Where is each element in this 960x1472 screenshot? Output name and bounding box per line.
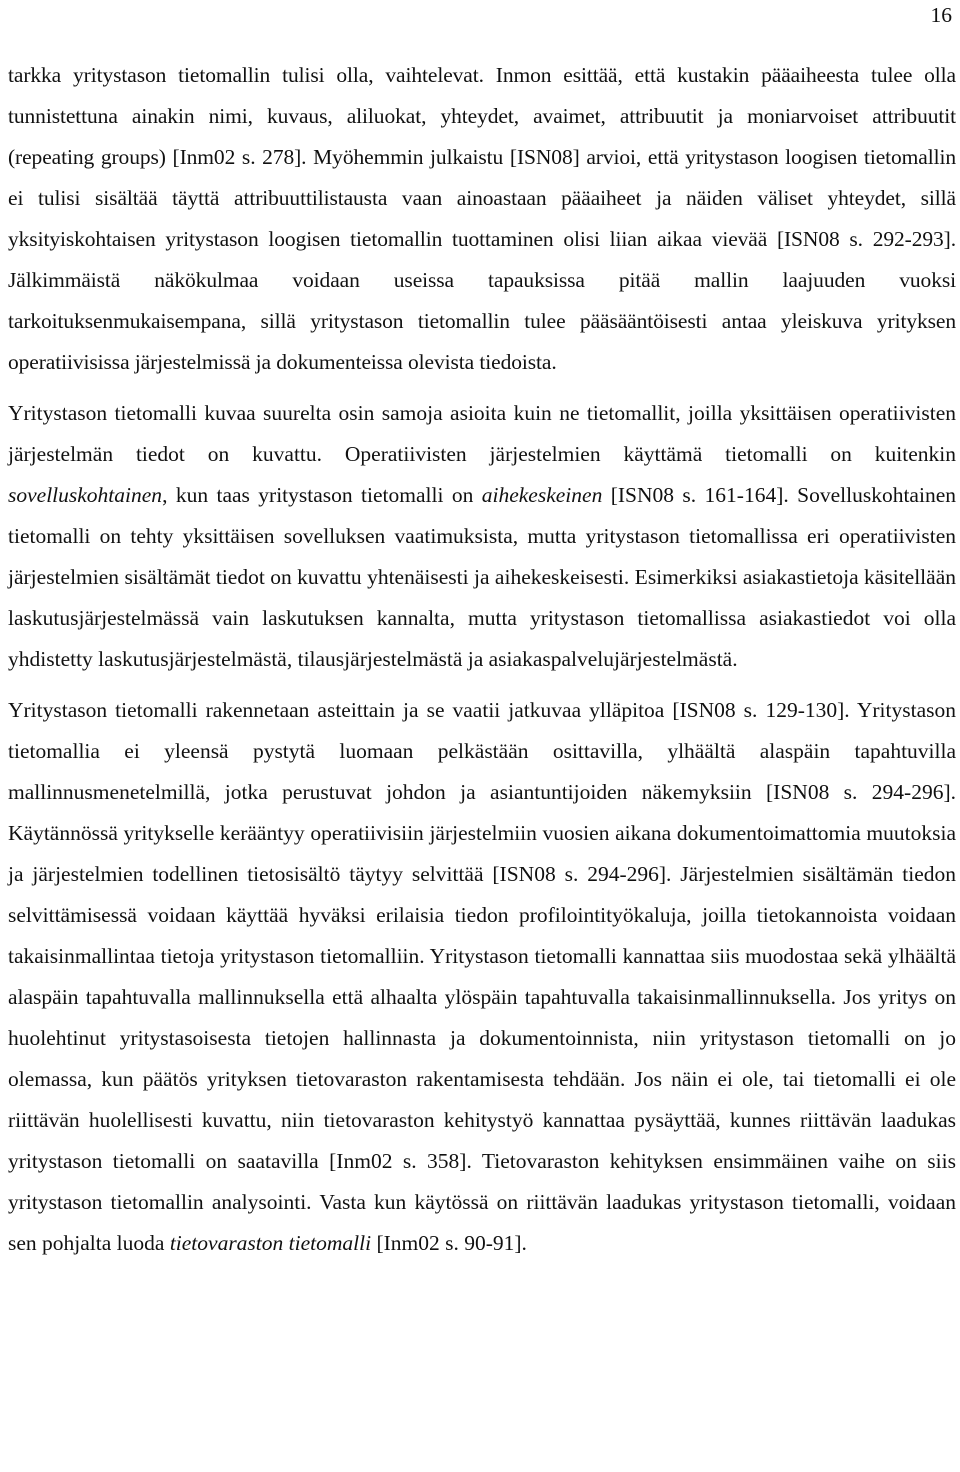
paragraph-3-emphasis-tietovaraston-tietomalli: tietovaraston tietomalli — [169, 1231, 372, 1255]
paragraph-2-emphasis-sovelluskohtainen: sovelluskohtainen — [8, 483, 163, 507]
paragraph-2-text-3: [ISN08 s. 161-164]. Sovelluskohtainen tietomalli on tehty yksittäisen sovelluksen vaatimuksista, mutta yritystason tietomallissa eri operatiivisten järjestelmien sisältämät tiedot on kuvattu yhtenäisesti ja aihekeskeisesti. Esimerkiksi asiakastietoja käsitellään laskutusjärjestelmässä vain laskutuksen kannalta, mutta yritystason tietomallissa asiakastiedot voi olla yhdistetty laskutusjärjestelmästä, tilausjärjestelmästä ja asiakaspalvelujärjestelmästä. — [8, 483, 956, 671]
page-number: 16 — [930, 3, 952, 27]
paragraph-2-text-1: Yritystason tietomalli kuvaa suurelta osin samoja asioita kuin ne tietomallit, joilla yksittäisen operatiivisten järjestelmän tiedot on kuvattu. Operatiivisten järjestelmien käyttämä tietomalli on kuitenkin — [8, 401, 956, 466]
paragraph-2-emphasis-aihekeskeinen: aihekeskeinen — [481, 483, 603, 507]
paragraph-1-text: tarkka yritystason tietomallin tulisi olla, vaihtelevat. Inmon esittää, että kustakin pääaiheesta tulee olla tunnistettuna ainakin nimi, kuvaus, aliluokat, yhteydet, avaimet, attribuutit ja moniarvoiset attribuutit (repeating groups) [Inm02 s. 278]. Myöhemmin julkaistu [ISN08] arvioi, että yritystason loogisen tietomallin ei tulisi sisältää täyttä attribuuttilistausta vaan ainoastaan pääaiheet ja näiden väliset yhteydet, sillä yksityiskohtaisen yritystason loogisen tietomallin tuottaminen olisi liian aikaa vievää [ISN08 s. 292-293]. Jälkimmäistä näkökulmaa voidaan useissa tapauksissa pitää mallin laajuuden vuoksi tarkoituksenmukaisempana, sillä yritystason tietomallin tulee pääsääntöisesti antaa yleiskuva yrityksen operatiivisissa järjestelmissä ja dokumenteissa olevista tiedoista. — [8, 63, 956, 374]
paragraph-3 — [8, 690, 956, 1264]
paragraph-3-text-2: [Inm02 s. 90-91]. — [371, 1231, 527, 1255]
paragraph-3-text-1: Yritystason tietomalli rakennetaan asteittain ja se vaatii jatkuvaa ylläpitoa [ISN08 s. 129-130]. Yritystason tietomallia ei yleensä pystytä luomaan pelkästään osittavilla, ylhäältä alaspäin tapahtuvilla mallinnusmenetelmillä, jotka perustuvat johdon ja asiantuntijoiden näkemyksiin [ISN08 s. 294-296]. Käytännössä yritykselle kerääntyy operatiivisiin järjestelmiin vuosien aikana dokumentoimattomia muutoksia ja järjestelmien todellinen tietosisältö täytyy selvittää [ISN08 s. 294-296]. Järjestelmien sisältämän tiedon selvittämisessä voidaan käyttää hyväksi erilaisia tiedon profilointityökaluja, joilla tietokannoista voidaan takaisinmallintaa tietoja yritystason tietomalliin. Yritystason tietomalli kannattaa siis muodostaa sekä ylhäältä alaspäin tapahtuvalla mallinnuksella että alhaalta ylöspäin tapahtuvalla takaisinmallinnuksella. Jos yritys on huolehtinut yritystasoisesta tietojen hallinnasta ja dokumentoinnista, niin yritystason tietomalli on jo olemassa, kun päätös yrityksen tietovaraston rakentamisesta tehdään. Jos näin ei ole, tai tietomalli ei ole riittävän huolellisesti kuvattu, niin tietovaraston kehitystyö kannattaa pysäyttää, kunnes riittävän laadukas yritystason tietomalli on saatavilla [Inm02 s. 358]. Tietovaraston kehityksen ensimmäinen vaihe on siis yritystason tietomallin analysointi. Vasta kun käytössä on riittävän laadukas yritystason tietomalli, voidaan sen pohjalta luoda — [8, 698, 956, 1255]
body-text — [8, 55, 956, 1264]
paragraph-1 — [8, 55, 956, 383]
paragraph-2-text-2: , kun taas yritystason tietomalli on — [162, 483, 482, 507]
paragraph-2 — [8, 393, 956, 680]
